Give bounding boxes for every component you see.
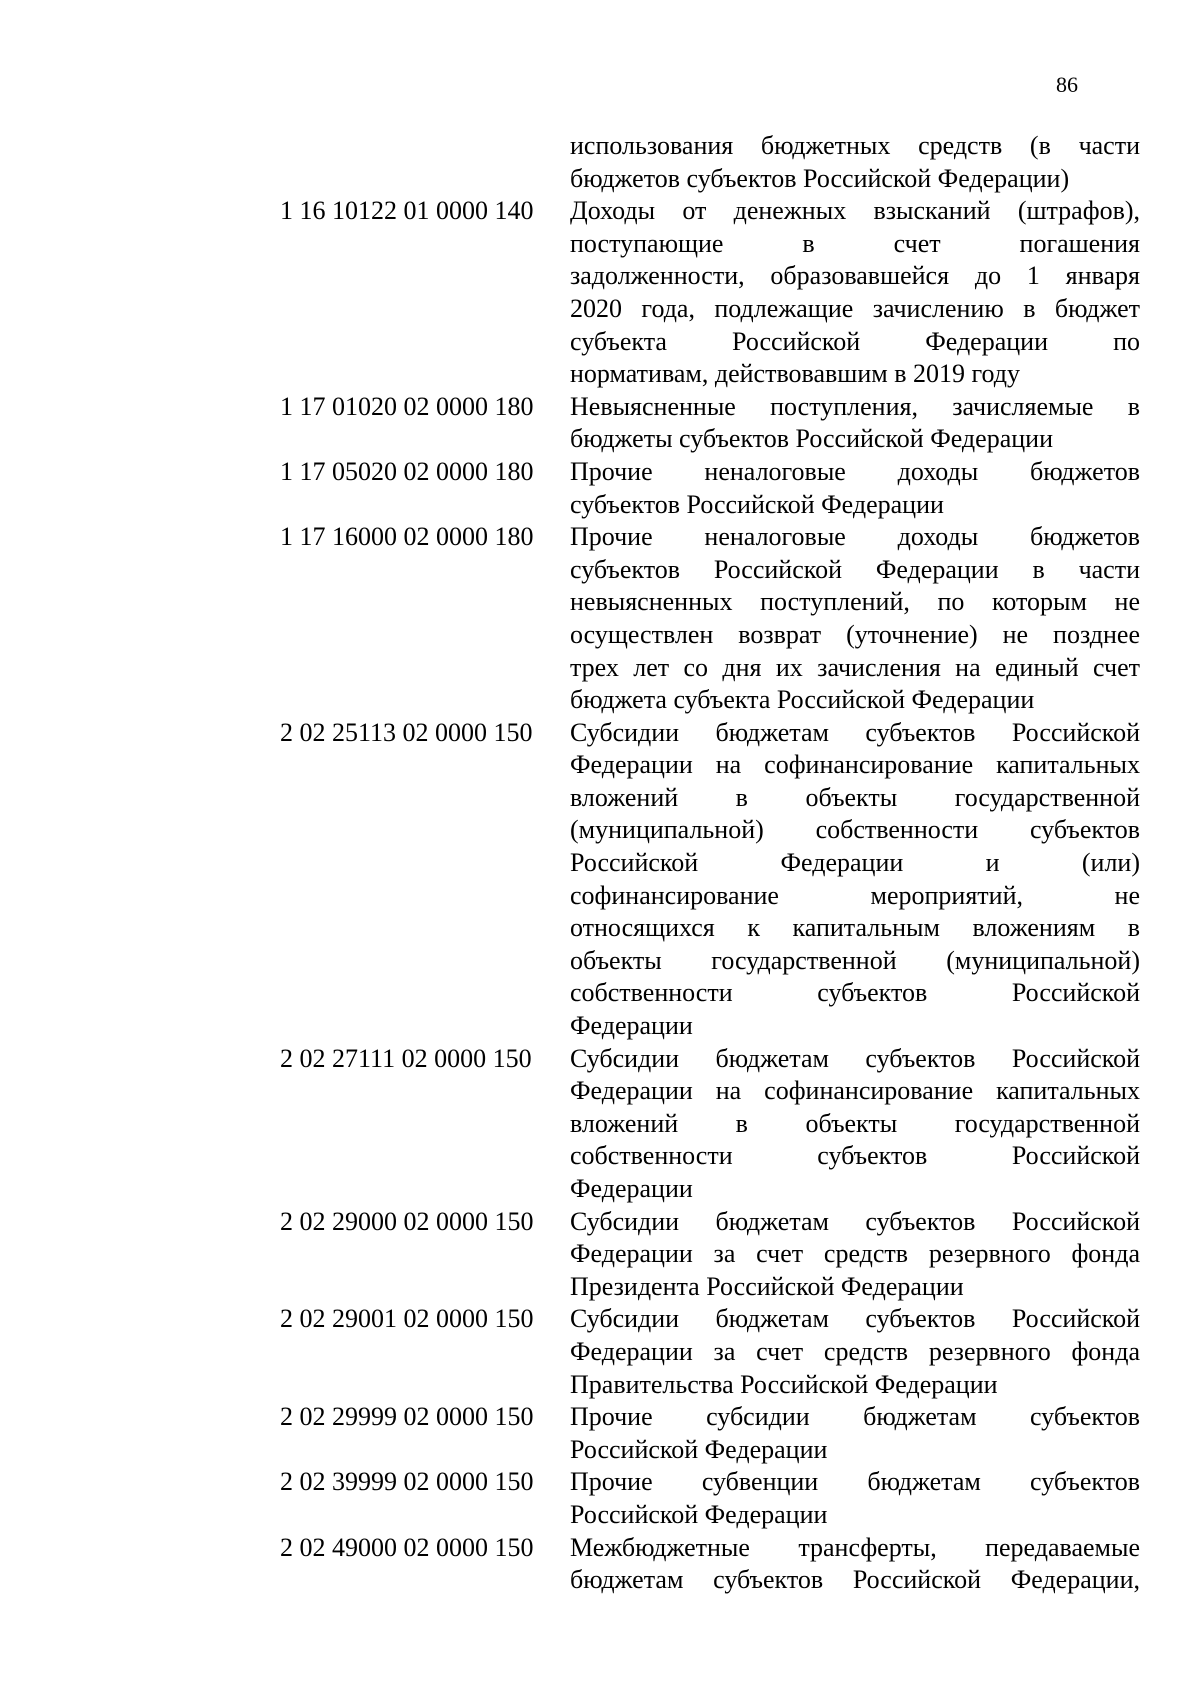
description-line: Федерации на софинансирование капитальных xyxy=(570,1076,1140,1106)
income-description xyxy=(570,1532,1140,1597)
budget-code: 2 02 39999 02 0000 150 xyxy=(280,1467,534,1497)
budget-code: 1 16 10122 01 0000 140 xyxy=(280,196,534,226)
description-line: субъектов Российской Федерации в части xyxy=(570,554,1140,584)
description-line: осуществлен возврат (уточнение) не позднее xyxy=(570,619,1140,649)
description-line: Прочие неналоговые доходы бюджетов xyxy=(570,456,1140,486)
description-line: задолженности, образовавшейся до 1 января xyxy=(570,261,1140,291)
table-row xyxy=(280,391,1140,456)
description-line: Федерации за счет средств резервного фонда xyxy=(570,1336,1140,1366)
description-line: Правительства Российской Федерации xyxy=(570,1369,998,1399)
description-line: Президента Российской Федерации xyxy=(570,1271,964,1301)
table-row xyxy=(280,1303,1140,1401)
description-line: Прочие субвенции бюджетам субъектов xyxy=(570,1467,1140,1497)
table-row xyxy=(280,456,1140,521)
table-row xyxy=(280,521,1140,717)
description-line: Федерации за счет средств резервного фонда xyxy=(570,1239,1140,1269)
description-line: собственности субъектов Российской xyxy=(570,978,1140,1008)
description-line: софинансирование мероприятий, не xyxy=(570,880,1140,910)
description-line: невыясненных поступлений, по которым не xyxy=(570,587,1140,617)
description-line: Субсидии бюджетам субъектов Российской xyxy=(570,1043,1140,1073)
description-line: вложений в объекты государственной xyxy=(570,782,1140,812)
budget-code: 2 02 25113 02 0000 150 xyxy=(280,717,533,747)
description-line: бюджета субъекта Российской Федерации xyxy=(570,685,1035,715)
description-line: поступающие в счет погашения xyxy=(570,228,1140,258)
table-row xyxy=(280,130,1140,195)
description-line: Невыясненные поступления, зачисляемые в xyxy=(570,391,1140,421)
description-line: Прочие неналоговые доходы бюджетов xyxy=(570,522,1140,552)
description-line: Субсидии бюджетам субъектов Российской xyxy=(570,1304,1140,1334)
description-line: бюджетам субъектов Российской Федерации, xyxy=(570,1565,1140,1595)
income-description xyxy=(570,1401,1140,1466)
budget-code: 2 02 29001 02 0000 150 xyxy=(280,1304,534,1334)
description-line: относящихся к капитальным вложениям в xyxy=(570,913,1140,943)
budget-code: 1 17 05020 02 0000 180 xyxy=(280,456,534,486)
table-row xyxy=(280,1043,1140,1206)
description-line: Субсидии бюджетам субъектов Российской xyxy=(570,717,1140,747)
income-description xyxy=(570,195,1140,391)
description-line: бюджеты субъектов Российской Федерации xyxy=(570,424,1053,454)
table-row xyxy=(280,1401,1140,1466)
description-line: Российской Федерации xyxy=(570,1499,828,1529)
description-line: субъекта Российской Федерации по xyxy=(570,326,1140,356)
income-description xyxy=(570,1043,1140,1206)
description-line: Межбюджетные трансферты, передаваемые xyxy=(570,1532,1140,1562)
income-description xyxy=(570,1206,1140,1304)
description-line: собственности субъектов Российской xyxy=(570,1141,1140,1171)
description-line: Прочие субсидии бюджетам субъектов xyxy=(570,1402,1140,1432)
description-line: трех лет со дня их зачисления на единый счет xyxy=(570,652,1140,682)
description-line: вложений в объекты государственной xyxy=(570,1108,1140,1138)
income-description xyxy=(570,1303,1140,1401)
budget-code: 2 02 29999 02 0000 150 xyxy=(280,1402,534,1432)
income-description xyxy=(570,456,1140,521)
table-row xyxy=(280,1466,1140,1531)
table-row xyxy=(280,1532,1140,1597)
page-number: 86 xyxy=(1056,72,1078,97)
table-row xyxy=(280,195,1140,391)
income-description xyxy=(570,391,1140,456)
description-line: Российской Федерации и (или) xyxy=(570,848,1140,878)
income-description xyxy=(570,1466,1140,1531)
budget-code: 2 02 27111 02 0000 150 xyxy=(280,1043,532,1073)
budget-code: 1 17 01020 02 0000 180 xyxy=(280,391,534,421)
description-line: использования бюджетных средств (в части xyxy=(570,131,1140,160)
table-row xyxy=(280,1206,1140,1304)
description-line: субъектов Российской Федерации xyxy=(570,489,944,519)
description-line: Федерации xyxy=(570,1011,693,1041)
description-line: Российской Федерации xyxy=(570,1434,828,1464)
income-description xyxy=(570,717,1140,1043)
description-line: (муниципальной) собственности субъектов xyxy=(570,815,1140,845)
budget-code: 2 02 49000 02 0000 150 xyxy=(280,1532,534,1562)
description-line: бюджетов субъектов Российской Федерации) xyxy=(570,163,1070,193)
income-description xyxy=(570,130,1140,195)
budget-code-table xyxy=(280,130,1140,1597)
budget-code: 2 02 29000 02 0000 150 xyxy=(280,1206,534,1236)
budget-code: 1 17 16000 02 0000 180 xyxy=(280,522,534,552)
description-line: 2020 года, подлежащие зачислению в бюджет xyxy=(570,293,1140,323)
description-line: Федерации на софинансирование капитальных xyxy=(570,750,1140,780)
table-row xyxy=(280,717,1140,1043)
description-line: Доходы от денежных взысканий (штрафов), xyxy=(570,196,1140,226)
income-description xyxy=(570,521,1140,717)
description-line: Федерации xyxy=(570,1174,693,1203)
description-line: объекты государственной (муниципальной) xyxy=(570,945,1140,975)
description-line: нормативам, действовавшим в 2019 году xyxy=(570,359,1020,389)
description-line: Субсидии бюджетам субъектов Российской xyxy=(570,1206,1140,1236)
